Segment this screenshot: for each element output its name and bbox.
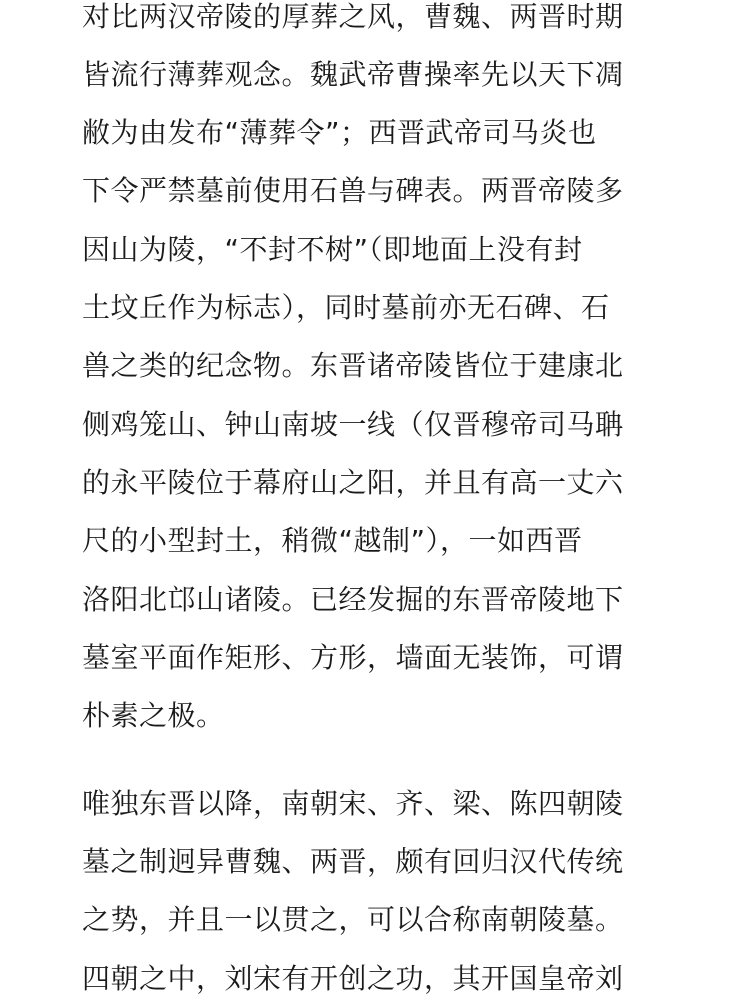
text-line: 尺的小型封土，稍微“越制”），一如西晋 xyxy=(82,524,583,557)
text-line: 墓之制迥异曹魏、两晋，颇有回归汉代传统 xyxy=(82,845,624,878)
text-line: 墓室平面作矩形、方形，墙面无装饰，可谓 xyxy=(82,641,624,674)
text-line: 土坟丘作为标志），同时墓前亦无石碑、石 xyxy=(82,291,610,324)
text-line: 唯独东晋以降，南朝宋、齐、梁、陈四朝陵 xyxy=(82,787,624,820)
text-line: 下令严禁墓前使用石兽与碑表。两晋帝陵多 xyxy=(82,174,624,207)
text-line: 之势，并且一以贯之，可以合称南朝陵墓。 xyxy=(82,903,624,936)
text-line: 四朝之中，刘宋有开创之功，其开国皇帝刘 xyxy=(82,962,624,995)
text-line: 洛阳北邙山诸陵。已经发掘的东晋帝陵地下 xyxy=(82,583,624,616)
text-line: 兽之类的纪念物。东晋诸帝陵皆位于建康北 xyxy=(82,349,624,382)
text-line: 对比两汉帝陵的厚葬之风，曹魏、两晋时期 xyxy=(82,0,624,33)
text-line: 朴素之极。 xyxy=(82,699,225,732)
text-line: 敝为由发布“薄葬令”；西晋武帝司马炎也 xyxy=(82,116,597,149)
text-line: 因山为陵，“不封不树”（即地面上没有封 xyxy=(82,233,583,266)
text-line: 皆流行薄葬观念。魏武帝曹操率先以天下凋 xyxy=(82,58,624,91)
text-line: 侧鸡笼山、钟山南坡一线（仅晋穆帝司马聃 xyxy=(82,408,624,441)
text-line: 的永平陵位于幕府山之阳，并且有高一丈六 xyxy=(82,466,624,499)
